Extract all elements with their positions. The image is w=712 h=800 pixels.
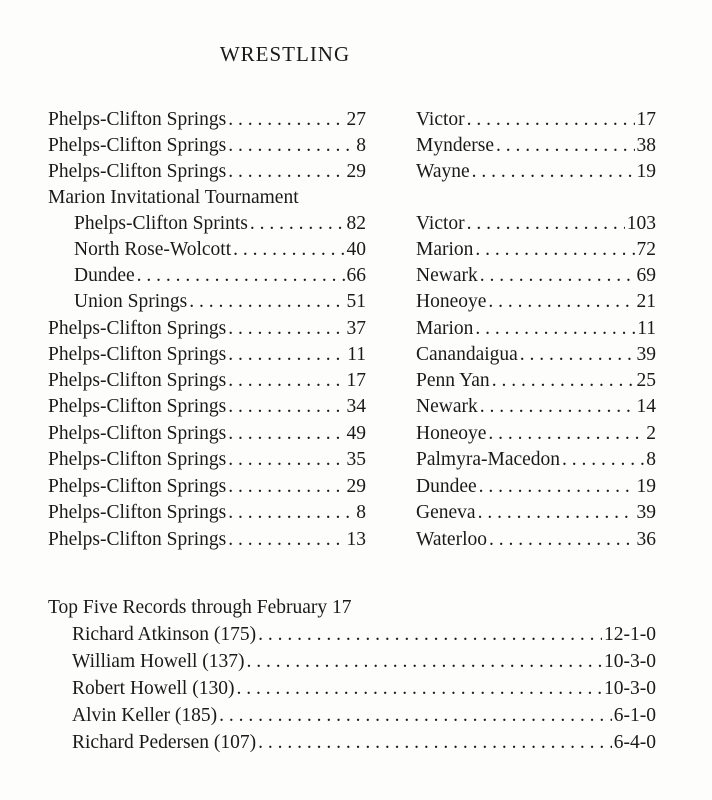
team-score: 17 <box>346 370 366 391</box>
leader-dots <box>137 263 345 289</box>
team-name: Phelps-Clifton Springs <box>48 135 227 156</box>
leader-dots <box>492 368 635 394</box>
leader-dots <box>236 676 602 702</box>
wrestler-name: Richard Pedersen (107) <box>72 732 257 753</box>
leader-dots <box>475 237 634 263</box>
opponent-score: 39 <box>636 344 656 365</box>
leader-dots <box>250 211 345 237</box>
wrestler-name: Richard Atkinson (175) <box>72 624 257 645</box>
right-row-3 <box>416 159 656 185</box>
left-row-5 <box>74 237 366 263</box>
leader-dots <box>228 500 354 526</box>
team-name: Phelps-Clifton Springs <box>48 370 227 391</box>
left-row-2 <box>48 133 366 159</box>
leader-dots <box>247 649 602 675</box>
opponent-name: Mynderse <box>416 135 494 156</box>
opponent-score: 25 <box>636 370 656 391</box>
records-heading: Top Five Records through February 17 <box>48 597 352 618</box>
leader-dots <box>228 447 344 473</box>
wrestler-record: 6-4-0 <box>613 732 656 753</box>
opponent-name: Penn Yan <box>416 370 490 391</box>
leader-dots <box>480 394 635 420</box>
left-row-3 <box>48 159 366 185</box>
opponent-name: Marion <box>416 318 474 339</box>
opponent-score: 103 <box>626 213 656 234</box>
leader-dots <box>228 394 344 420</box>
opponent-score: 38 <box>636 135 656 156</box>
wrestler-name: Robert Howell (130) <box>72 678 235 699</box>
right-row-7 <box>416 289 656 315</box>
leader-dots <box>228 159 344 185</box>
leader-dots <box>478 500 635 526</box>
right-row-14 <box>416 474 656 500</box>
team-name: Phelps-Clifton Sprints <box>74 213 248 234</box>
team-score: 66 <box>346 265 366 286</box>
left-row-7 <box>74 289 366 315</box>
leader-dots <box>562 447 644 473</box>
leader-dots <box>258 730 612 756</box>
leader-dots <box>233 237 344 263</box>
team-score: 11 <box>347 344 366 365</box>
leader-dots <box>228 316 344 342</box>
team-name: Phelps-Clifton Springs <box>48 344 227 365</box>
opponent-score: 11 <box>637 318 656 339</box>
opponent-score: 2 <box>646 423 656 444</box>
leader-dots <box>228 133 354 159</box>
team-name: Phelps-Clifton Springs <box>48 449 227 470</box>
team-score: 40 <box>346 239 366 260</box>
left-row-10 <box>48 368 366 394</box>
right-row-12 <box>416 421 656 447</box>
opponent-score: 8 <box>646 449 656 470</box>
team-score: 51 <box>346 291 366 312</box>
right-row-13 <box>416 447 656 473</box>
opponent-score: 72 <box>636 239 656 260</box>
team-name: Phelps-Clifton Springs <box>48 423 227 444</box>
right-row-15 <box>416 500 656 526</box>
opponent-name: Dundee <box>416 476 477 497</box>
team-score: 37 <box>346 318 366 339</box>
team-score: 34 <box>346 396 366 417</box>
left-row-4 <box>74 211 366 237</box>
record-row-4 <box>72 703 656 729</box>
leader-dots <box>258 622 602 648</box>
wrestler-record: 12-1-0 <box>604 624 656 645</box>
wrestler-name: William Howell (137) <box>72 651 245 672</box>
opponent-name: Honeoye <box>416 423 487 444</box>
opponent-score: 36 <box>636 529 656 550</box>
leader-dots <box>228 342 345 368</box>
right-row-5 <box>416 237 656 263</box>
left-row-11 <box>48 394 366 420</box>
opponent-score: 69 <box>636 265 656 286</box>
wrestler-name: Alvin Keller (185) <box>72 705 218 726</box>
leader-dots <box>228 527 344 553</box>
left-row-1 <box>48 107 366 133</box>
leader-dots <box>479 474 635 500</box>
team-score: 27 <box>346 109 366 130</box>
team-score: 29 <box>346 476 366 497</box>
left-row-13 <box>48 447 366 473</box>
leader-dots <box>467 107 635 133</box>
team-score: 35 <box>346 449 366 470</box>
opponent-name: Victor <box>416 213 465 234</box>
opponent-name: Waterloo <box>416 529 487 550</box>
left-row-9 <box>48 342 366 368</box>
leader-dots <box>520 342 635 368</box>
opponent-score: 14 <box>636 396 656 417</box>
leader-dots <box>480 263 635 289</box>
opponent-score: 21 <box>636 291 656 312</box>
team-score: 29 <box>346 161 366 182</box>
team-name: Dundee <box>74 265 135 286</box>
leader-dots <box>228 107 344 133</box>
wrestler-record: 6-1-0 <box>613 705 656 726</box>
record-row-2 <box>72 649 656 675</box>
left-row-14 <box>48 474 366 500</box>
team-score: 8 <box>356 502 366 523</box>
team-name: Phelps-Clifton Springs <box>48 396 227 417</box>
team-name: Phelps-Clifton Springs <box>48 161 227 182</box>
team-name: Union Springs <box>74 291 188 312</box>
leader-dots <box>189 289 344 315</box>
record-row-3 <box>72 676 656 702</box>
opponent-name: Palmyra-Macedon <box>416 449 561 470</box>
left-row-12 <box>48 421 366 447</box>
left-row-15 <box>48 500 366 526</box>
leader-dots <box>472 159 635 185</box>
team-name: Phelps-Clifton Springs <box>48 529 227 550</box>
right-row-2 <box>416 133 656 159</box>
opponent-name: Wayne <box>416 161 470 182</box>
right-row-6 <box>416 263 656 289</box>
opponent-name: Honeoye <box>416 291 487 312</box>
leader-dots <box>228 421 344 447</box>
opponent-name: Victor <box>416 109 465 130</box>
leader-dots <box>488 421 644 447</box>
team-name: Phelps-Clifton Springs <box>48 318 227 339</box>
right-row-10 <box>416 368 656 394</box>
right-row-9 <box>416 342 656 368</box>
left-row-8 <box>48 316 366 342</box>
right-row-16 <box>416 527 656 553</box>
leader-dots <box>475 316 635 342</box>
wrestler-record: 10-3-0 <box>604 678 656 699</box>
opponent-name: Geneva <box>416 502 476 523</box>
team-score: 49 <box>346 423 366 444</box>
page-title: WRESTLING <box>219 42 351 66</box>
opponent-score: 17 <box>636 109 656 130</box>
team-score: 82 <box>346 213 366 234</box>
opponent-name: Canandaigua <box>416 344 518 365</box>
opponent-score: 39 <box>636 502 656 523</box>
right-row-11 <box>416 394 656 420</box>
team-name: Phelps-Clifton Springs <box>48 502 227 523</box>
opponent-name: Marion <box>416 239 474 260</box>
leader-dots <box>489 527 635 553</box>
team-score: 8 <box>356 135 366 156</box>
leader-dots <box>228 474 344 500</box>
record-row-1 <box>72 622 656 648</box>
opponent-score: 19 <box>636 476 656 497</box>
right-row-4 <box>416 211 656 237</box>
opponent-name: Newark <box>416 396 478 417</box>
right-row-1 <box>416 107 656 133</box>
leader-dots <box>496 133 635 159</box>
team-name: North Rose-Wolcott <box>74 239 232 260</box>
opponent-name: Newark <box>416 265 478 286</box>
right-row-8 <box>416 316 656 342</box>
opponent-score: 19 <box>636 161 656 182</box>
team-name: Phelps-Clifton Springs <box>48 109 227 130</box>
leader-dots <box>467 211 625 237</box>
wrestler-record: 10-3-0 <box>604 651 656 672</box>
leader-dots <box>488 289 634 315</box>
leader-dots <box>219 703 612 729</box>
left-row-6 <box>74 263 366 289</box>
left-row-16 <box>48 527 366 553</box>
tournament-label: Marion Invitational Tournament <box>48 187 299 208</box>
team-name: Phelps-Clifton Springs <box>48 476 227 497</box>
leader-dots <box>228 368 344 394</box>
record-row-5 <box>72 730 656 756</box>
team-score: 13 <box>346 529 366 550</box>
